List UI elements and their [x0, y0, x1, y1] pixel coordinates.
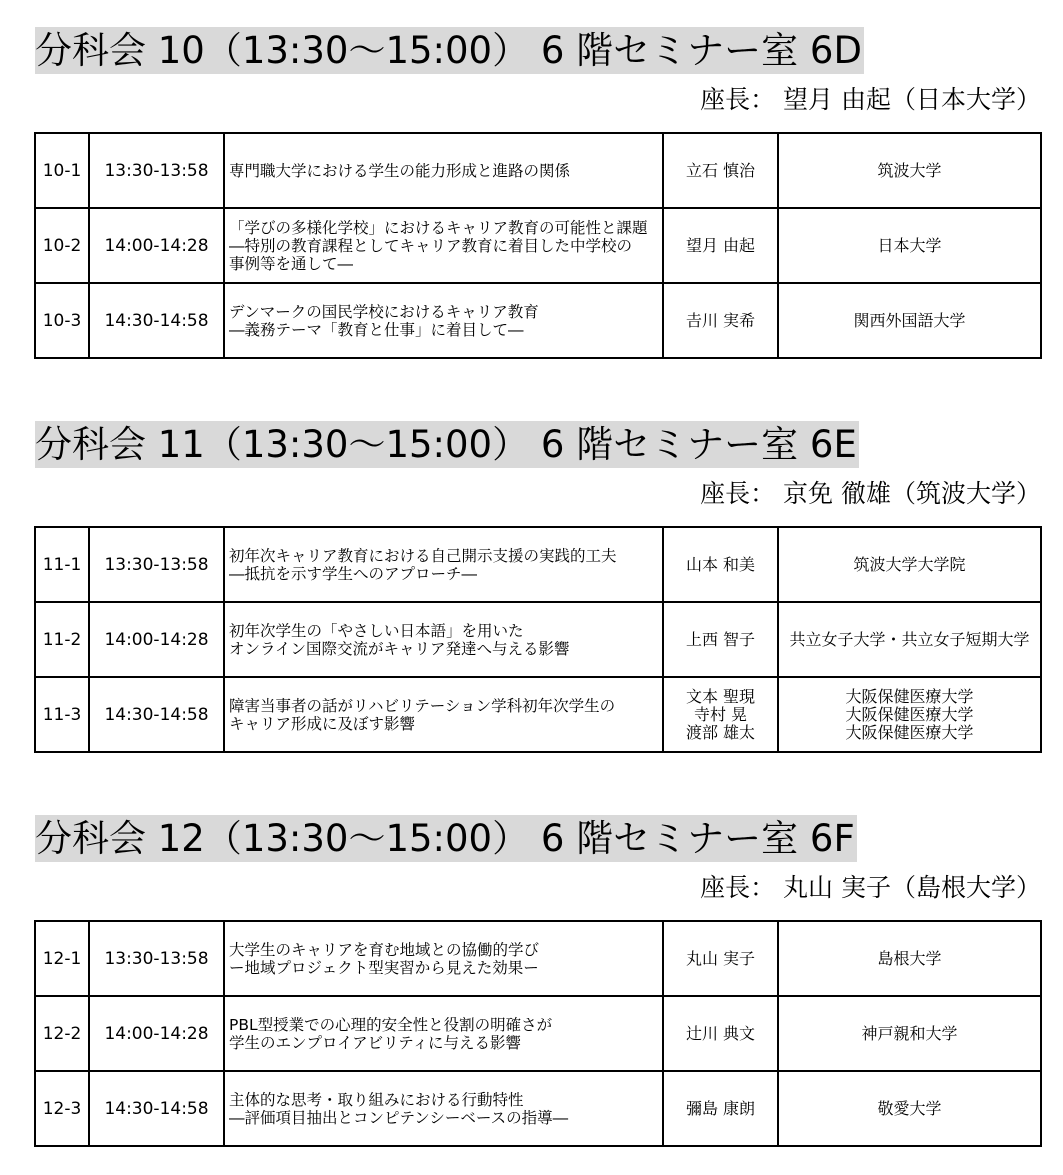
table-row [35, 208, 1041, 283]
table-row [35, 602, 1041, 677]
title-line: 主体的な思考・取り組みにおける行動特性 [229, 1090, 524, 1109]
affiliation: 筑波大学大学院 [853, 554, 966, 574]
table-row [35, 677, 1041, 752]
presentation-time: 14:30-14:58 [89, 1071, 224, 1146]
presentation-title [224, 527, 663, 602]
title-line: 初年次学生の「やさしい日本語」を用いた [229, 621, 524, 640]
table-row [35, 1071, 1041, 1146]
presenter-names [663, 1071, 778, 1146]
presentation-time: 14:30-14:58 [89, 283, 224, 358]
presenter-name: 辻川 典文 [685, 1023, 756, 1043]
presenter-affiliations [778, 208, 1041, 283]
presentation-number: 11-2 [35, 602, 89, 677]
presentation-number: 11-3 [35, 677, 89, 752]
presentation-time: 13:30-13:58 [89, 527, 224, 602]
title-line: 初年次キャリア教育における自己開示支援の実践的工夫 [229, 546, 617, 565]
affiliation: 関西外国語大学 [853, 310, 966, 330]
presenter-names [663, 527, 778, 602]
affiliation: 共立女子大学・共立女子短期大学 [789, 629, 1030, 649]
title-line: 障害当事者の話がリハビリテーション学科初年次学生の [229, 696, 616, 715]
presenter-names [663, 921, 778, 996]
affiliation: 大阪保健医療大学 [845, 722, 974, 742]
session-heading: 分科会 10（13:30～15:00） 6 階セミナー室 6D [35, 29, 862, 72]
presentation-number: 10-1 [35, 133, 89, 208]
presenter-names [663, 208, 778, 283]
title-line: 専門職大学における学生の能力形成と進路の関係 [229, 161, 571, 180]
presenter-name: 望月 由起 [685, 235, 756, 255]
table-body [35, 527, 1041, 752]
presenter-names [663, 133, 778, 208]
presentation-title [224, 1071, 663, 1146]
presenter-name: 𠮷川 実希 [685, 310, 756, 330]
presenter-affiliations [778, 527, 1041, 602]
title-line: 「学びの多様化学校」におけるキャリア教育の可能性と課題 [229, 218, 648, 237]
table-body [35, 921, 1041, 1146]
table-row [35, 996, 1041, 1071]
table-row [35, 921, 1041, 996]
schedule-table [34, 132, 1042, 359]
affiliation: 筑波大学 [877, 160, 942, 180]
presentation-title [224, 208, 663, 283]
presentation-number: 12-1 [35, 921, 89, 996]
presenter-name: 渡部 雄太 [685, 722, 756, 742]
title-line: オンライン国際交流がキャリア発達へ与える影響 [229, 639, 570, 658]
presenter-affiliations [778, 133, 1041, 208]
title-line: デンマークの国民学校におけるキャリア教育 [229, 302, 539, 321]
presentation-time: 14:00-14:28 [89, 208, 224, 283]
presenter-affiliations [778, 996, 1041, 1071]
presentation-title [224, 133, 663, 208]
table-row [35, 133, 1041, 208]
session-heading: 分科会 11（13:30～15:00） 6 階セミナー室 6E [35, 423, 857, 466]
presentation-number: 12-3 [35, 1071, 89, 1146]
title-line: ―評価項目抽出とコンピテンシーベースの指導― [229, 1108, 569, 1127]
presentation-title [224, 921, 663, 996]
session-heading: 分科会 12（13:30～15:00） 6 階セミナー室 6F [35, 817, 855, 860]
affiliation: 島根大学 [877, 948, 942, 968]
affiliation: 敬愛大学 [877, 1098, 942, 1118]
session-chair: 座長： 望月 由起（日本大学） [700, 85, 1041, 114]
table-body [35, 133, 1041, 358]
affiliation: 大阪保健医療大学 [845, 704, 974, 724]
affiliation: 日本大学 [877, 235, 942, 255]
affiliation: 神戸親和大学 [861, 1023, 958, 1043]
presenter-affiliations [778, 677, 1041, 752]
title-line: キャリア形成に及ぼす影響 [229, 714, 416, 733]
title-line: 学生のエンプロイアビリティに与える影響 [229, 1033, 522, 1052]
presenter-name: 彌島 康朗 [685, 1098, 756, 1118]
affiliation: 大阪保健医療大学 [845, 686, 974, 706]
session-chair: 座長： 丸山 実子（島根大学） [700, 873, 1041, 902]
title-line: 事例等を通して― [229, 254, 354, 273]
presentation-time: 13:30-13:58 [89, 133, 224, 208]
presenter-name: 立石 慎治 [685, 160, 756, 180]
title-line: 大学生のキャリアを育む地域との協働的学び [229, 940, 540, 959]
title-line: ―義務テーマ「教育と仕事」に着目して― [229, 320, 524, 339]
presenter-names [663, 677, 778, 752]
presenter-affiliations [778, 283, 1041, 358]
title-line: ―特別の教育課程としてキャリア教育に着目した中学校の [229, 236, 633, 255]
presenter-names [663, 996, 778, 1071]
presentation-time: 13:30-13:58 [89, 921, 224, 996]
schedule-table [34, 526, 1042, 753]
title-line: PBL型授業での心理的安全性と役割の明確さが [229, 1015, 553, 1034]
presentation-number: 10-3 [35, 283, 89, 358]
session-chair: 座長： 京免 徹雄（筑波大学） [700, 479, 1041, 508]
presenter-names [663, 283, 778, 358]
presenter-names [663, 602, 778, 677]
presentation-time: 14:00-14:28 [89, 602, 224, 677]
presenter-affiliations [778, 1071, 1041, 1146]
title-line: ―抵抗を示す学生へのアプローチ― [229, 564, 478, 583]
presenter-affiliations [778, 602, 1041, 677]
presenter-name: 山本 和美 [685, 554, 756, 574]
presentation-time: 14:00-14:28 [89, 996, 224, 1071]
presentation-title [224, 602, 663, 677]
presenter-name: 文本 聖現 [685, 686, 756, 706]
presentation-title [224, 996, 663, 1071]
presentation-title [224, 283, 663, 358]
schedule-table [34, 920, 1042, 1147]
table-row [35, 527, 1041, 602]
title-line: ー地域プロジェクト型実習から見えた効果ー [229, 958, 539, 977]
presentation-time: 14:30-14:58 [89, 677, 224, 752]
presentation-title [224, 677, 663, 752]
presenter-name: 丸山 実子 [685, 948, 756, 968]
presentation-number: 12-2 [35, 996, 89, 1071]
presenter-affiliations [778, 921, 1041, 996]
table-row [35, 283, 1041, 358]
presenter-name: 上西 智子 [685, 629, 756, 649]
presentation-number: 11-1 [35, 527, 89, 602]
presentation-number: 10-2 [35, 208, 89, 283]
presenter-name: 寺村 晃 [693, 704, 748, 724]
